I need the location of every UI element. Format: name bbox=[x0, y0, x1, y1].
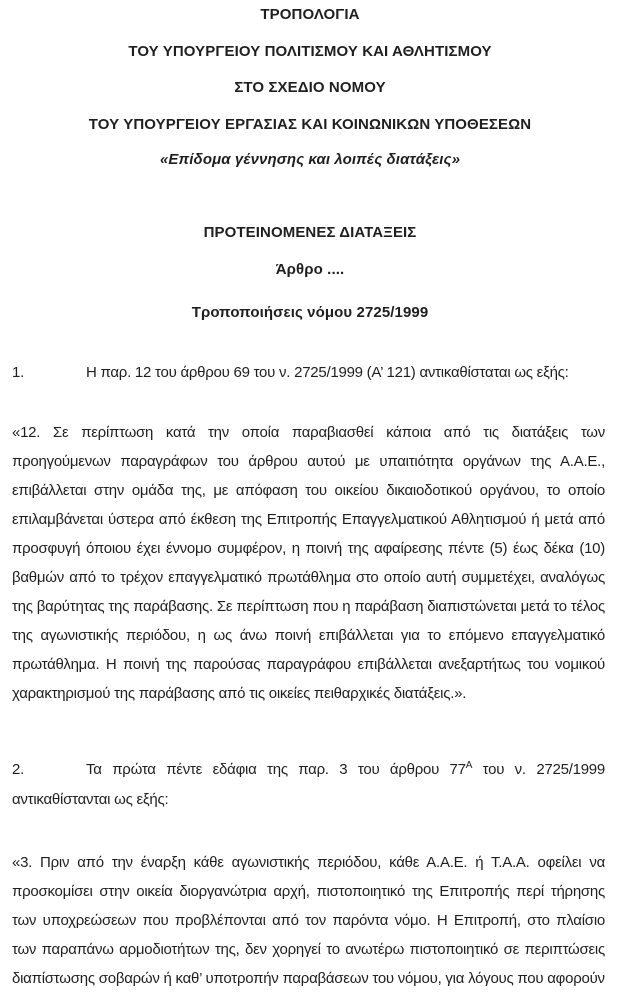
item-1-number: 1. bbox=[12, 364, 25, 381]
proposed-provisions-heading: ΠΡΟΤΕΙΝΟΜΕΝΕΣ ΔΙΑΤΑΞΕΙΣ bbox=[203, 224, 417, 241]
item-2-text-after: του ν. 2725/1999 αντικαθίστανται ως εξής: bbox=[12, 761, 605, 808]
doc-bill-ministry-line: ΤΟΥ ΥΠΟΥΡΓΕΙΟΥ ΕΡΓΑΣΙΑΣ ΚΑΙ ΚΟΙΝΩΝΙΚΩΝ ΥΠΟΘΕΣΕΩΝ bbox=[88, 116, 532, 133]
amendments-heading: Τροποποιήσεις νόμου 2725/1999 bbox=[191, 304, 429, 321]
article-heading: Άρθρο .... bbox=[275, 261, 345, 278]
doc-ministry-line: ΤΟΥ ΥΠΟΥΡΓΕΙΟΥ ΠΟΛΙΤΙΣΜΟΥ ΚΑΙ ΑΘΛΗΤΙΣΜΟΥ bbox=[128, 43, 492, 60]
item-2-superscript: Α bbox=[465, 760, 473, 771]
numbered-item-2 bbox=[12, 755, 605, 815]
doc-subtitle: «Επίδομα γέννησης και λοιπές διατάξεις» bbox=[159, 151, 461, 168]
doc-title: ΤΡΟΠΟΛΟΓΙΑ bbox=[260, 6, 360, 23]
numbered-item-1 bbox=[12, 358, 605, 387]
quoted-paragraph-12: «12. Σε περίπτωση κατά την οποία παραβιασθεί κάποια από τις διατάξεις των προηγούμενων παραγράφων του άρθρου αυτού με υπαιτιότητα οργάνων της Α.Α.Ε., επιβάλλεται στην ομάδα της, με απόφαση του οικείου δικαιοδοτικού οργάνου, το οποίο επιλαμβάνεται ύστερα από έκθεση της Επιτροπής Επαγγελματικού Αθλητισμού ή μετά από προσφυγή όποιου έχει έννομο συμφέρον, η ποινή της αφαίρεσης πέντε (5) έως δέκα (10) βαθμών από το τρέχον επαγγελματικό πρωτάθλημα στο οποίο αυτή συμμετέχει, αναλόγως της βαρύτητας της παράβασης. Σε περίπτωση που η παράβαση διαπιστώνεται μετά το τέλος της αγωνιστικής περιόδου, η ως άνω ποινή επιβάλλεται για το επόμενο επαγγελματικό πρωτάθλημα. Η ποινή της παρούσας παραγράφου επιβάλλεται ανεξαρτήτως του νομικού χαρακτηρισμού της παράβασης από τις οικείες πειθαρχικές διατάξεις.». bbox=[12, 424, 605, 702]
item-2-text-before: Τα πρώτα πέντε εδάφια της παρ. 3 του άρθρου 77 bbox=[86, 761, 466, 778]
doc-bill-line: ΣΤΟ ΣΧΕΔΙΟ ΝΟΜΟΥ bbox=[234, 79, 386, 96]
quoted-paragraph-3: «3. Πριν από την έναρξη κάθε αγωνιστικής περιόδου, κάθε Α.Α.Ε. ή Τ.Α.Α. οφείλει να προσκομίσει στην οικεία διοργανώτρια αρχή, πιστοποιητικό της Επιτροπής περί τήρησης των υποχρεώσεων που προβλέπονται από τον παρόντα νόμο. Η Επιτροπή, στο πλαίσιο των παραπάνω αρμοδιοτήτων της, δεν χορηγεί το ανωτέρω πιστοποιητικό σε περιπτώσεις διαπίστωσης σοβαρών ή καθ’ υποτροπήν παραβάσεων του νόμου, για λόγους που αφορούν bbox=[12, 854, 605, 987]
item-2-text bbox=[12, 755, 605, 815]
item-2-number: 2. bbox=[12, 761, 25, 778]
item-1-text: Η παρ. 12 του άρθρου 69 του ν. 2725/1999 (Α’ 121) αντικαθίσταται ως εξής: bbox=[86, 364, 569, 381]
